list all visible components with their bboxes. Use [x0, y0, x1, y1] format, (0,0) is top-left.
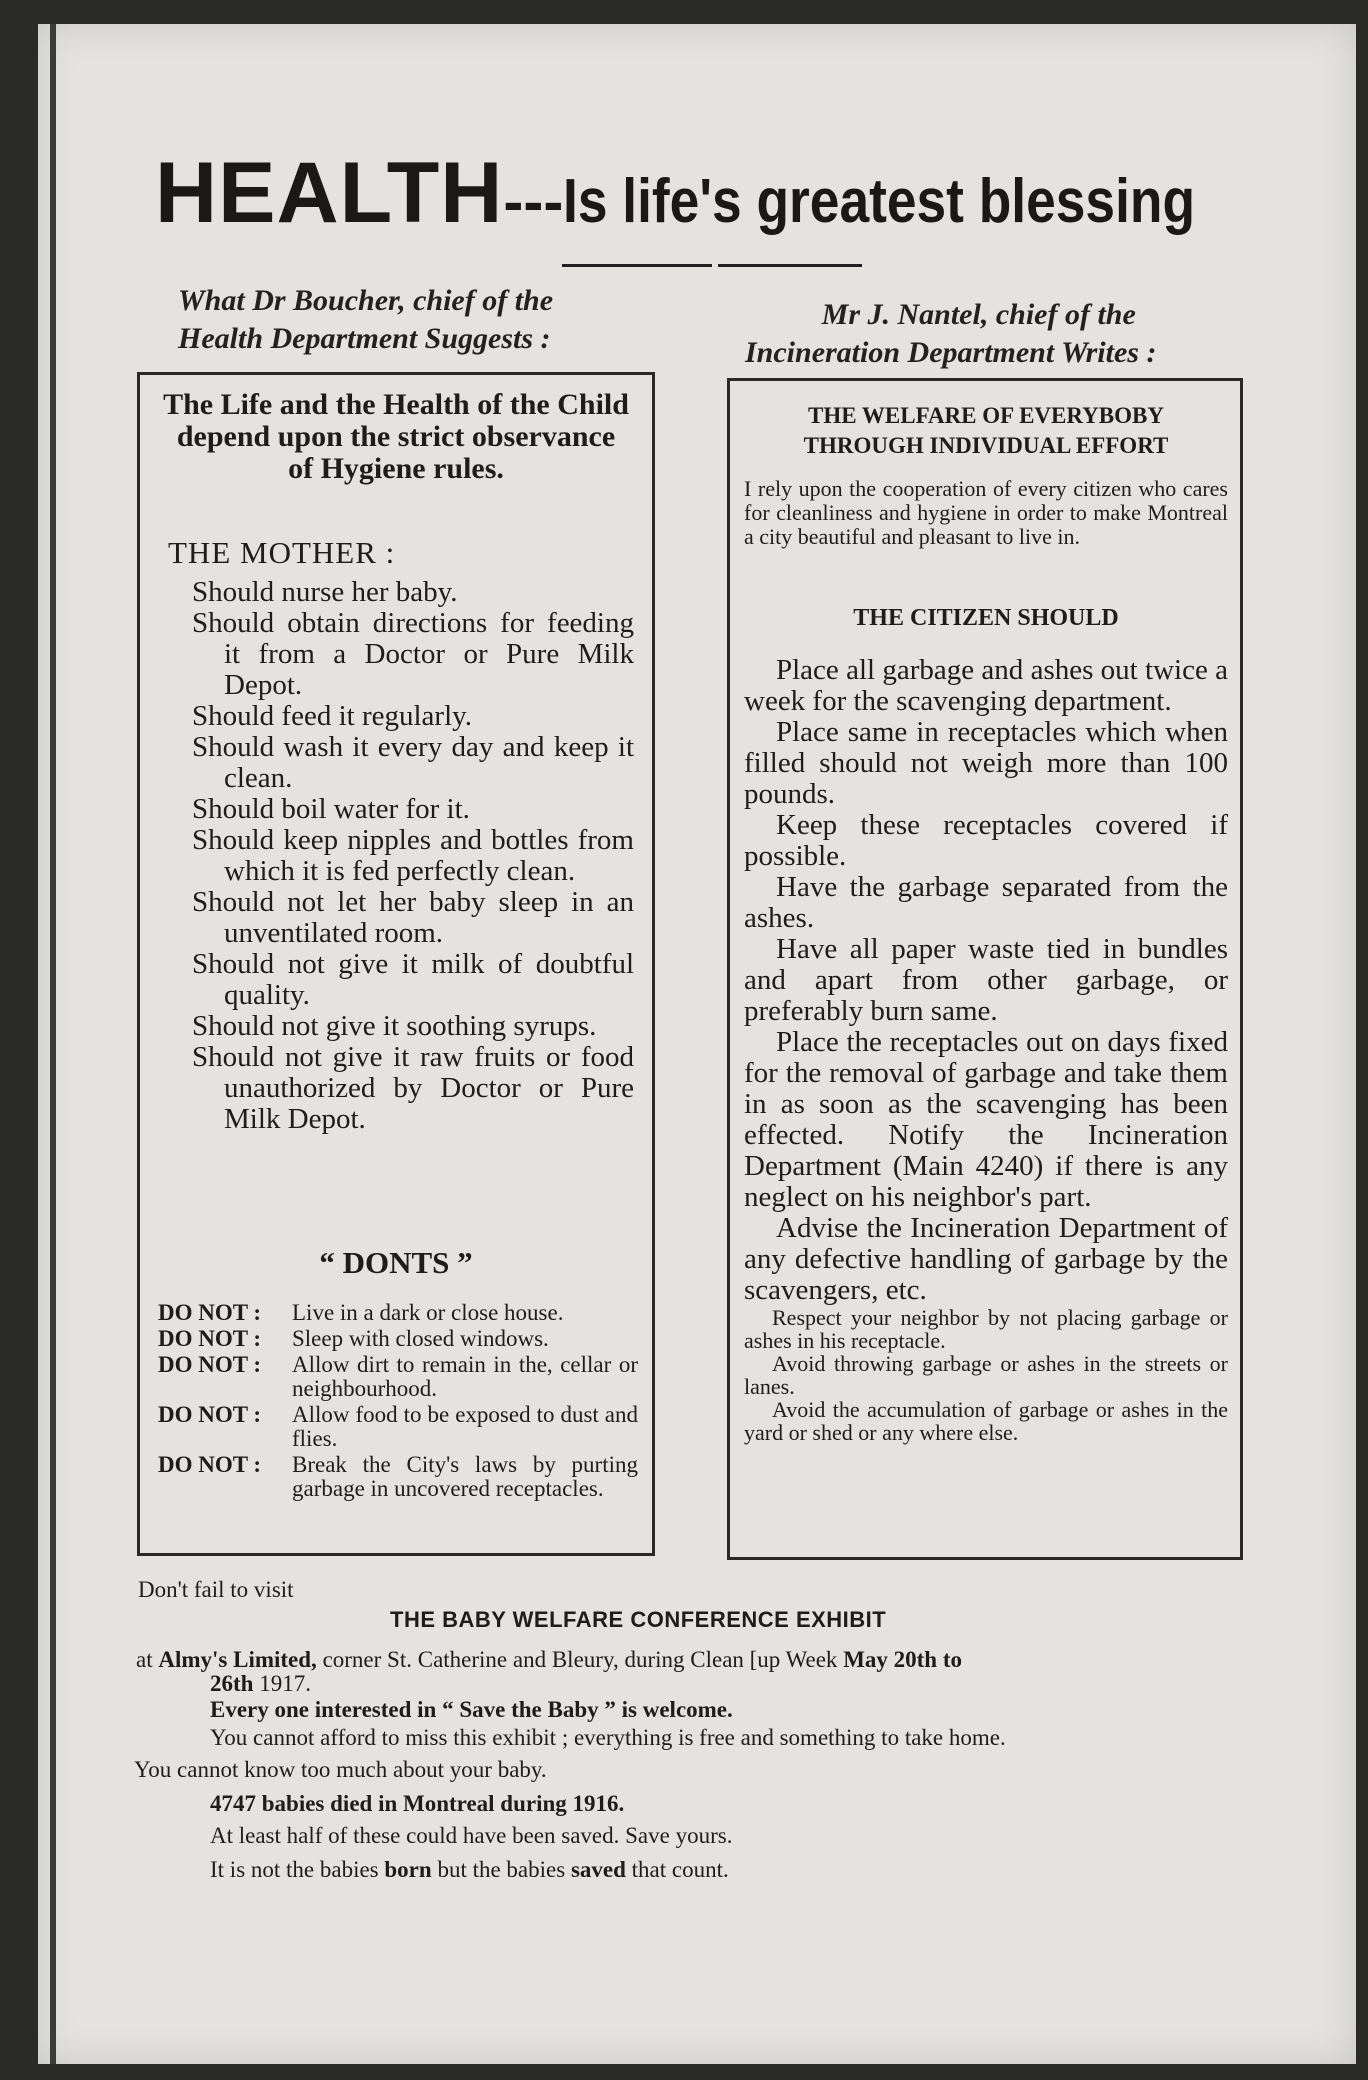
list-item: Avoid the accumulation of garbage or ashes in the yard or shed or any where else.	[744, 1397, 1228, 1445]
dont-label: DO NOT :	[158, 1352, 262, 1377]
dates-end: 26th	[210, 1671, 254, 1696]
list-item: Place same in receptacles which when filled should not weigh more than 100 pounds.	[744, 716, 1228, 810]
mother-heading: THE MOTHER :	[168, 535, 396, 570]
list-item: Have the garbage separated from the ashes.	[744, 871, 1228, 934]
deaths-line: 4747 babies died in Montreal during 1916.	[210, 1791, 625, 1816]
title-underline-right	[718, 264, 862, 267]
list-item: Have all paper waste tied in bundles and apart from other garbage, or preferably burn same.	[744, 933, 1228, 1027]
title-main: HEALTH	[155, 145, 504, 241]
dont-label: DO NOT :	[158, 1300, 262, 1325]
dont-text: Allow food to be exposed to dust and flies.	[292, 1402, 638, 1451]
citizen-heading: THE CITIZEN SHOULD	[853, 605, 1119, 631]
dont-row	[158, 1353, 638, 1401]
saved-line: At least half of these could have been saved. Save yours.	[210, 1823, 733, 1848]
exhibit-title: THE BABY WELFARE CONFERENCE EXHIBIT	[390, 1607, 887, 1632]
left-heading-line: Health Department Suggests :	[178, 322, 551, 355]
dont-row	[158, 1301, 638, 1325]
mother-list	[192, 577, 634, 1135]
title-rest: Is life's greatest blessing	[563, 167, 1196, 236]
count-text: that count.	[625, 1857, 729, 1882]
title-underline-left	[562, 264, 712, 267]
list-item: Advise the Incineration Department of any defective handling of garbage by the scavengers, etc.	[744, 1212, 1228, 1306]
dont-label: DO NOT :	[158, 1326, 262, 1351]
list-item: Keep these receptacles covered if possible.	[744, 809, 1228, 872]
welcome-line: Every one interested in “ Save the Baby ” is welcome.	[210, 1697, 733, 1722]
know-line: You cannot know too much about your baby.	[134, 1757, 547, 1782]
dont-text: Live in a dark or close house.	[292, 1300, 564, 1325]
citizen-list	[744, 655, 1228, 1444]
dont-row	[158, 1327, 638, 1351]
list-item: Should not give it milk of doubtful quality.	[192, 948, 634, 1011]
location-text: corner St. Catherine and Bleury, during Clean [up Week	[316, 1647, 844, 1672]
welfare-heading-line: THROUGH INDIVIDUAL EFFORT	[803, 433, 1169, 458]
dont-text: Allow dirt to remain in the, cellar or neighbourhood.	[292, 1352, 638, 1401]
intro-paragraph: I rely upon the cooperation of every citizen who cares for cleanliness and hygiene in order to make Montreal a city beautiful and pleasant to live in.	[744, 476, 1228, 549]
lead-statement: The Life and the Health of the Child depend upon the strict observance of Hygiene rules.	[163, 388, 629, 485]
list-item: Place all garbage and ashes out twice a week for the scavenging department.	[744, 654, 1228, 717]
dont-row	[158, 1403, 638, 1451]
list-item: Should not give it raw fruits or food unauthorized by Doctor or Pure Milk Depot.	[192, 1041, 634, 1135]
almys-name: Almy's Limited,	[158, 1647, 317, 1672]
list-item: Should feed it regularly.	[192, 700, 472, 732]
list-item: Should nurse her baby.	[192, 576, 458, 608]
list-item: Should keep nipples and bottles from which it is fed perfectly clean.	[192, 824, 634, 887]
list-item: Should obtain directions for feeding it from a Doctor or Pure Milk Depot.	[192, 607, 634, 701]
left-column-heading	[178, 282, 553, 358]
left-heading-line: What Dr Boucher, chief of the	[178, 284, 554, 317]
afford-line: You cannot afford to miss this exhibit ; everything is free and something to take home.	[210, 1725, 1006, 1750]
list-item: Should not give it soothing syrups.	[192, 1010, 597, 1042]
dates-start: May 20th to	[843, 1647, 963, 1672]
count-saved: saved	[570, 1857, 626, 1882]
incineration-department-box	[727, 378, 1243, 1560]
page-spine	[50, 24, 56, 2064]
count-line	[210, 1856, 729, 1884]
list-item: Respect your neighbor by not placing garbage or ashes in his receptacle.	[744, 1305, 1228, 1353]
right-heading-line: Mr J. Nantel, chief of the	[821, 298, 1136, 331]
dont-label: DO NOT :	[158, 1452, 262, 1477]
right-heading-line: Incineration Department Writes :	[745, 336, 1157, 369]
title-dash: ---	[503, 168, 564, 235]
count-text: but the babies	[431, 1857, 571, 1882]
welfare-heading	[744, 401, 1228, 461]
count-text: It is not the babies	[210, 1857, 385, 1882]
right-column-heading	[745, 296, 1156, 372]
dont-label: DO NOT :	[158, 1402, 262, 1427]
list-item: Should not let her baby sleep in an unventilated room.	[192, 886, 634, 949]
dates-line	[210, 1670, 311, 1698]
count-born: born	[384, 1857, 432, 1882]
list-item: Should boil water for it.	[192, 793, 470, 825]
year-text: 1917.	[253, 1671, 311, 1696]
dont-text: Sleep with closed windows.	[292, 1326, 549, 1351]
location-at: at	[136, 1647, 153, 1672]
dont-row	[158, 1453, 638, 1501]
list-item: Should wash it every day and keep it clean.	[192, 731, 634, 794]
donts-heading: “ DONTS ”	[319, 1245, 473, 1280]
health-department-box	[137, 372, 655, 1556]
welfare-heading-line: THE WELFARE OF EVERYBOBY	[808, 403, 1164, 428]
visit-line: Don't fail to visit	[138, 1577, 294, 1602]
list-item: Avoid throwing garbage or ashes in the streets or lanes.	[744, 1351, 1228, 1399]
dont-text: Break the City's laws by purting garbage in uncovered receptacles.	[292, 1452, 638, 1501]
list-item: Place the receptacles out on days fixed for the removal of garbage and take them in as soon as the scavenging has been effected. Notify the Incineration Department (Main 4240) if there is any neglect on his neighbor's part.	[744, 1026, 1228, 1213]
page-title	[155, 145, 1265, 241]
donts-list	[158, 1301, 638, 1503]
